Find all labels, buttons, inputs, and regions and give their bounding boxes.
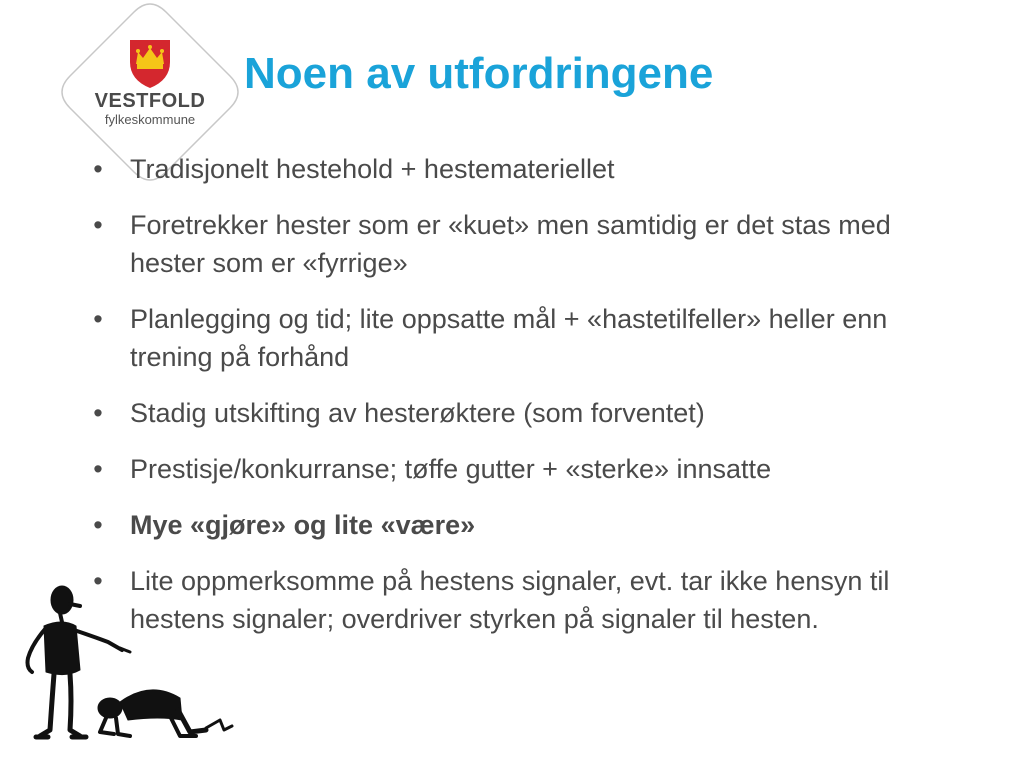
bullet-item — [88, 450, 968, 488]
bullet-text: Foretrekker hester som er «kuet» men samtidig er det stas med hester som er «fyrrige» — [130, 210, 891, 278]
bullet-dot: • — [93, 210, 103, 240]
bullet-text: Prestisje/konkurranse; tøffe gutter + «sterke» innsatte — [130, 454, 772, 484]
bullet-text: Lite oppmerksomme på hestens signaler, evt. tar ikke hensyn til hestens signaler; overdriver styrken på signaler til hesten. — [130, 566, 890, 634]
bullet-dot: • — [93, 154, 103, 184]
bullet-item-bold — [88, 506, 968, 544]
bullet-dot: • — [93, 566, 103, 596]
bullet-text: Stadig utskifting av hesterøktere (som forventet) — [130, 398, 705, 428]
bullet-text: Tradisjonelt hestehold + hestemateriellet — [130, 154, 615, 184]
bullet-text: Mye «gjøre» og lite «være» — [130, 510, 476, 540]
bullet-dot: • — [93, 454, 103, 484]
logo-name: VESTFOLD — [94, 90, 206, 112]
bullet-item — [88, 394, 968, 432]
kneeling-man-cartoon — [98, 690, 232, 736]
bullet-item — [88, 300, 968, 376]
bullet-dot: • — [93, 398, 103, 428]
bullet-dot: • — [93, 304, 103, 334]
bullet-item — [88, 150, 968, 188]
cartoon-illustration — [10, 580, 240, 750]
bullet-text: Planlegging og tid; lite oppsatte mål + «hastetilfeller» heller enn trening på forhånd — [130, 304, 888, 372]
bullet-dot: • — [93, 510, 103, 540]
slide-title: Noen av utfordringene — [244, 49, 714, 98]
bullet-item — [88, 206, 968, 282]
logo-subtitle: fylkeskommune — [104, 112, 196, 127]
